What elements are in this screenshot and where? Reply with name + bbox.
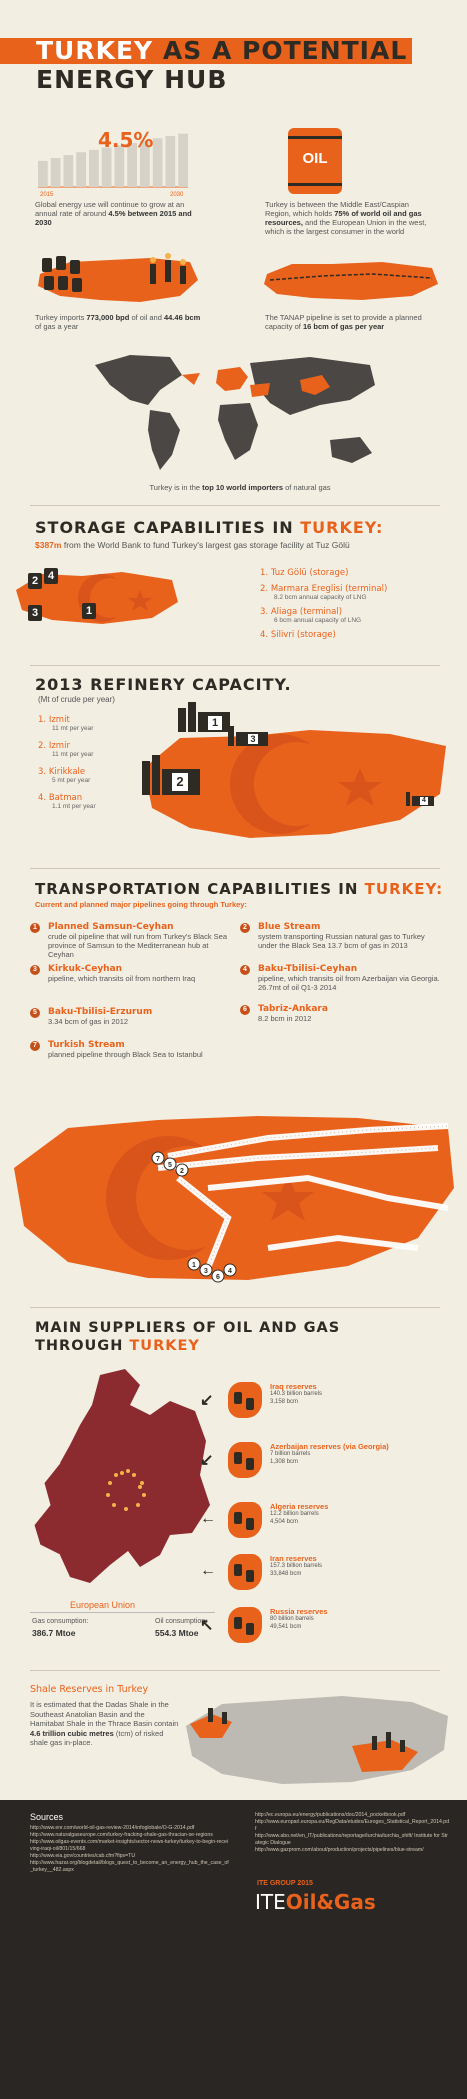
reserve-oil: 12.2 billion barrels [270, 1511, 319, 1517]
svg-text:1: 1 [192, 1262, 196, 1269]
ite-group-label: ITE GROUP 2015 [257, 1880, 313, 1887]
oil-consumption-label: Oil consumption: [155, 1618, 208, 1625]
growth-bar [166, 136, 176, 187]
barrel-icon [246, 1458, 254, 1470]
pipeline-num: 3 [30, 965, 40, 975]
sources-right[interactable]: http://ec.europa.eu/energy/publications/doc/2014_pocketbook.pdf http://www.europarl.europa.eu/RegData/etudes/Euroges_Statistical_Report_2014.pdf http://www.abo.net/en_IT/publications/reportage/turchia/turchia_shift/ Institute for Strategic Dialogue http://www.gazprom.com/about/production/projects/pipelines/blue-stream/ [255, 1812, 450, 1853]
storage-item-num: 2. [260, 584, 269, 594]
refinery-item-detail: 5 mt per year [52, 777, 91, 784]
pipeline-detail: planned pipeline through Black Sea to Istanbul [48, 1050, 203, 1059]
refinery-factory-1: 1 [178, 700, 230, 732]
refinery-item-name: Izmir [48, 741, 70, 751]
reserve-name: Algeria reserves [270, 1502, 329, 1511]
barrel-icon [246, 1518, 254, 1530]
tanap-text: The TANAP pipeline is set to provide a planned capacity of 16 bcm of gas per year [265, 313, 422, 331]
svg-text:6: 6 [216, 1274, 220, 1281]
barrel-icon [246, 1623, 254, 1635]
gas-consumption-label: Gas consumption: [32, 1618, 89, 1625]
barrel-icon [246, 1398, 254, 1410]
barrel-icon [234, 1512, 242, 1524]
reserves-list [200, 1380, 460, 1660]
eu-label: European Union [70, 1600, 136, 1610]
arrow-icon: ← [200, 1510, 216, 1527]
pipeline-num: 7 [30, 1041, 40, 1051]
pipeline-item [30, 922, 230, 959]
reserve-name: Iran reserves [270, 1554, 317, 1563]
storage-marker-2: 2 [28, 573, 42, 589]
storage-marker-3: 3 [28, 605, 42, 621]
brand-logo: ITEOil&Gas [255, 1890, 376, 1914]
tanap-map [262, 252, 442, 307]
pipeline-num: 4 [240, 965, 250, 975]
pipeline-num: 5 [30, 1008, 40, 1018]
svg-text:2: 2 [180, 1168, 184, 1175]
pipeline-name: Tabriz-Ankara [258, 1004, 328, 1014]
page-title-line1 [36, 38, 407, 64]
pipeline-item [240, 964, 440, 992]
barrel-icon [246, 1570, 254, 1582]
reserve-oil: 140.3 billion barrels [270, 1391, 323, 1397]
barrel-icon [234, 1452, 242, 1464]
transport-title: TRANSPORTATION CAPABILITIES IN TURKEY: [35, 880, 444, 898]
refinery-item-name: Izmit [48, 715, 70, 725]
refinery-item-detail: 11 mt per year [52, 725, 94, 732]
growth-bar [89, 150, 99, 187]
eu-divider [30, 1612, 215, 1613]
reserve-gas: 33,848 bcm [270, 1570, 302, 1577]
pipeline-num: 2 [240, 923, 250, 933]
pipeline-item [240, 922, 440, 950]
suppliers-title-line1: MAIN SUPPLIERS OF OIL AND GAS [35, 1320, 341, 1336]
storage-item-num: 1. [260, 568, 269, 578]
shale-text: It is estimated that the Dadas Shale in the Southeast Anatolian Basin and the Hamitabat Shale in the Thrace Basin contain 4.6 trillion cubic metres (tcm) of risked shale gas in-place. [30, 1700, 179, 1747]
growth-bar [153, 138, 163, 187]
gas-consumption-value: 386.7 Mtoe [32, 1628, 76, 1638]
reserve-name: Russia reserves [270, 1607, 328, 1616]
page-title-line2: ENERGY HUB [36, 65, 228, 94]
storage-title: STORAGE CAPABILITIES IN TURKEY: [35, 518, 384, 537]
pipeline-name: Kirkuk-Ceyhan [48, 964, 123, 974]
pipeline-list [30, 922, 450, 1122]
svg-text:3: 3 [204, 1268, 208, 1275]
storage-item-detail: 8.2 bcm annual capacity of LNG [274, 594, 367, 601]
pipeline-item [30, 964, 230, 983]
svg-text:4: 4 [228, 1268, 232, 1275]
refinery-factory-3: 3 [228, 722, 268, 746]
pipeline-detail: system transporting Russian natural gas to Turkey under the Black Sea 13.7 bcm of gas in 2013 [258, 932, 425, 950]
arrow-icon: ↙ [200, 1452, 214, 1469]
imports-text: Turkey imports 773,000 bpd of oil and 44.46 bcm of gas a year [35, 313, 201, 331]
barrel-icon [234, 1564, 242, 1576]
storage-item-name: Aliaga (terminal) [270, 607, 343, 617]
svg-text:7: 7 [156, 1156, 160, 1163]
region-text: Turkey is between the Middle East/Caspian Region, which holds 75% of world oil and gas resources, and the European Union in the west, which is the largest consumer in the world [265, 200, 427, 236]
sources-left[interactable]: http://www.enr.com/world-oil-gas-review-2014/infoglobale/O-G-2014.pdf http://www.naturalgaseurope.com/turkey-fracking-shale-gas-thracian-se-regions http://www.oilgas-events.com/market-insights/sector-news-turkey/turkey-to-begin-receiving-iraqi-oil/801/15/668 http://www.eia.gov/countries/cab.cfm?fips=TU http://www.hazar.org/blogdetail/blogs_quest_to_become_an_energy_hub_the_case_of_turkey__482.aspx [30, 1825, 229, 1873]
divider [30, 868, 440, 869]
reserve-name: Iraq reserves [270, 1382, 317, 1391]
shale-map [182, 1686, 452, 1790]
refinery-factory-4: 4 [406, 790, 434, 806]
storage-item-name: Marmara Ereglisi (terminal) [270, 584, 388, 594]
storage-item-detail: 6 bcm annual capacity of LNG [274, 617, 362, 624]
growth-text: Global energy use will continue to grow at an annual rate of around 4.5% between 2015 and 2030 [35, 200, 192, 227]
refinery-item-num: 3. [38, 767, 47, 777]
suppliers-title-line2: THROUGH TURKEY [35, 1338, 200, 1354]
growth-bar [38, 161, 48, 187]
arrow-icon: ↙ [200, 1392, 214, 1409]
refinery-item-num: 2. [38, 741, 47, 751]
reserve-item [200, 1605, 460, 1655]
reserve-oil: 157.3 billion barrels [270, 1563, 323, 1569]
oil-consumption-value: 554.3 Mtoe [155, 1628, 199, 1638]
refinery-subtitle: (Mt of crude per year) [38, 695, 115, 704]
divider [30, 505, 440, 506]
growth-percent-label: 4.5% [98, 128, 154, 152]
title-turkey: TURKEY [36, 36, 154, 65]
growth-year-start: 2015 [40, 192, 54, 198]
refinery-title: 2013 REFINERY CAPACITY. [35, 675, 292, 694]
refinery-factory-2: 2 [142, 755, 200, 795]
pipeline-detail: 8.2 bcm in 2012 [258, 1014, 312, 1023]
divider [30, 665, 440, 666]
pipeline-map [8, 1098, 458, 1288]
refinery-item-num: 4. [38, 793, 47, 803]
pipeline-detail: crude oil pipeline that will run from Turkey's Black Sea province of Samsun to the Mediterranean hub at Ceyhan [48, 932, 228, 959]
pipeline-item [30, 1007, 230, 1026]
storage-item [260, 630, 450, 640]
pipeline-name: Turkish Stream [48, 1040, 125, 1050]
turkey-import-map [30, 240, 200, 310]
pipeline-detail: 3.34 bcm of gas in 2012 [48, 1017, 129, 1026]
growth-bar [64, 155, 74, 187]
eu-map [30, 1365, 215, 1590]
reserve-oil: 7 billion barrels [270, 1451, 311, 1457]
storage-marker-1: 1 [82, 603, 96, 619]
reserve-gas: 49,541 bcm [270, 1623, 302, 1630]
pipeline-item [30, 1040, 230, 1059]
world-text: Turkey is in the top 10 world importers of natural gas [149, 483, 331, 492]
growth-year-end: 2030 [170, 192, 184, 198]
growth-bar [102, 148, 112, 187]
storage-item-name: Tuz Gölü (storage) [270, 568, 349, 578]
storage-item-name: Silivri (storage) [270, 630, 336, 640]
reserve-oil: 80 billion barrels [270, 1616, 314, 1622]
reserve-name: Azerbaijan reserves (via Georgia) [270, 1442, 389, 1451]
sources-title: Sources [30, 1812, 64, 1822]
svg-text:5: 5 [168, 1162, 172, 1169]
pipeline-detail: pipeline, which transits oil from Azerbaijan via Georgia. 26.7mt of oil Q1-3 2014 [258, 974, 440, 992]
growth-bar [51, 158, 61, 187]
storage-item-num: 3. [260, 607, 269, 617]
arrow-icon: ← [200, 1562, 216, 1579]
title-potential: AS A POTENTIAL [162, 36, 408, 65]
storage-list [260, 568, 450, 646]
arrow-icon: ↖ [200, 1617, 214, 1634]
storage-marker-4: 4 [44, 568, 58, 584]
growth-bar [76, 152, 86, 187]
transport-subtitle: Current and planned major pipelines going through Turkey: [35, 900, 247, 909]
refinery-item-name: Batman [48, 793, 83, 803]
storage-item [260, 607, 450, 624]
refinery-item-detail: 11 mt per year [52, 751, 94, 758]
pipeline-num: 1 [30, 923, 40, 933]
reserve-item [200, 1500, 460, 1550]
refinery-item-detail: 1.1 mt per year [52, 803, 96, 810]
pipeline-name: Blue Stream [258, 922, 321, 932]
reserve-item [200, 1552, 460, 1602]
storage-subtitle: $387m from the World Bank to fund Turkey's largest gas storage facility at Tuz Gölü [35, 540, 350, 550]
storage-item [260, 584, 450, 601]
pipeline-detail: pipeline, which transits oil from northern Iraq [48, 974, 196, 983]
barrel-icon [234, 1617, 242, 1629]
growth-bar [178, 134, 188, 187]
storage-item [260, 568, 450, 578]
world-map [90, 345, 380, 477]
pipeline-num: 6 [240, 1005, 250, 1015]
barrel-icon [234, 1392, 242, 1404]
storage-item-num: 4. [260, 630, 269, 640]
refinery-item-name: Kirikkale [48, 767, 86, 777]
reserve-item [200, 1380, 460, 1430]
divider [30, 1670, 440, 1671]
pipeline-name: Baku-Tbilisi-Erzurum [48, 1007, 153, 1017]
pipeline-name: Planned Samsun-Ceyhan [48, 922, 174, 932]
reserve-gas: 3,158 bcm [270, 1398, 299, 1405]
reserve-gas: 4,504 bcm [270, 1518, 299, 1525]
pipeline-name: Baku-Tbilisi-Ceyhan [258, 964, 358, 974]
reserve-item [200, 1440, 460, 1490]
oil-label: OIL [302, 150, 328, 167]
pipeline-item [240, 1004, 440, 1023]
oil-barrel-icon [288, 128, 342, 194]
refinery-item-num: 1. [38, 715, 47, 725]
reserve-gas: 1,308 bcm [270, 1458, 299, 1465]
shale-title: Shale Reserves in Turkey [30, 1684, 149, 1695]
divider [30, 1307, 440, 1308]
